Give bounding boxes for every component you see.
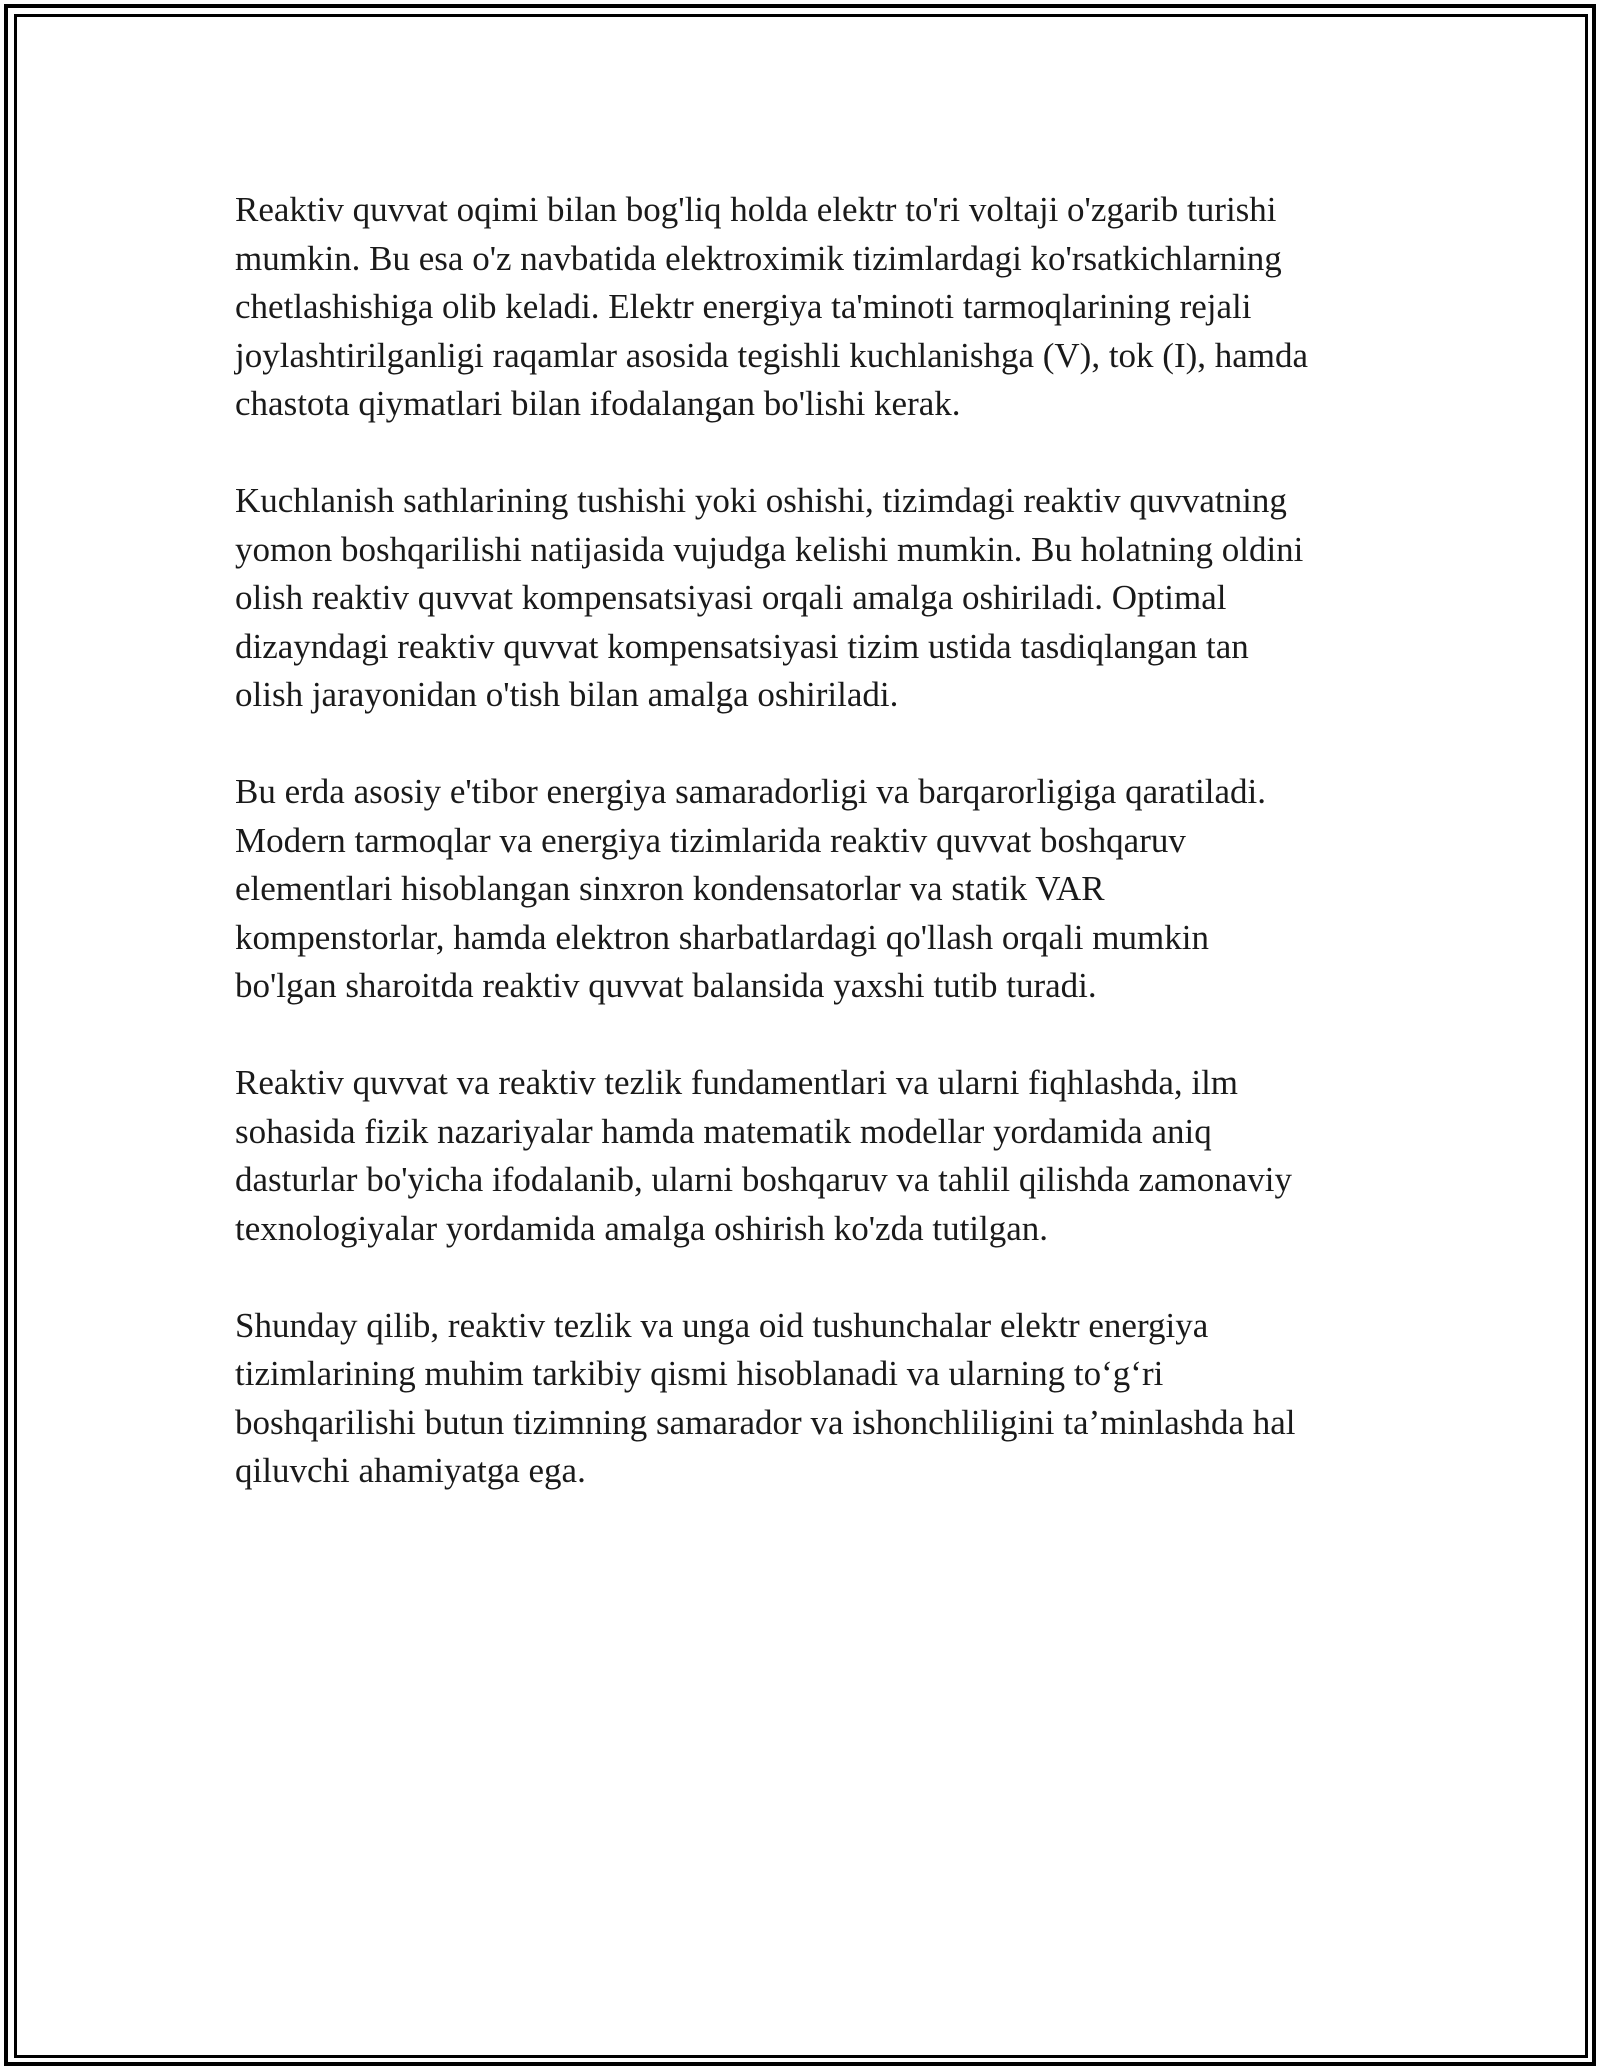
paragraph-1: Reaktiv quvvat oqimi bilan bog'liq holda elektr to'ri voltaji o'zgarib turishi mumkin. Bu esa o'z navbatida elektroximik tizimlardagi ko'rsatkichlarning chetlashishiga olib keladi. Elektr energiya ta'minoti tarmoqlarining rejali joylashtirilganligi raqamlar asosida tegishli kuchlanishga (V), tok (I), hamda chastota qiymatlari bilan ifodalangan bo'lishi kerak. — [235, 190, 1309, 423]
paragraph-5: Shunday qilib, reaktiv tezlik va unga oid tushunchalar elektr energiya tizimlarining muhim tarkibiy qismi hisoblanadi va ularning to‘g‘ri boshqarilishi butun tizimning samarador va ishonchliligini ta’minlashda hal qiluvchi ahamiyatga ega. — [235, 1305, 1296, 1490]
paragraph-2: Kuchlanish sathlarining tushishi yoki oshishi, tizimdagi reaktiv quvvatning yomon boshqarilishi natijasida vujudga kelishi mumkin. Bu holatning oldini olish reaktiv quvvat kompensatsiyasi orqali amalga oshiriladi. Optimal dizayndagi reaktiv quvvat kompensatsiyasi tizim ustida tasdiqlangan tan olish jarayonidan o'tish bilan amalga oshiriladi. — [235, 481, 1304, 714]
paragraph-3: Bu erda asosiy e'tibor energiya samaradorligi va barqarorligiga qaratiladi. Modern tarmoqlar va energiya tizimlarida reaktiv quvvat boshqaruv elementlari hisoblangan sinxron kondensatorlar va statik VAR kompenstorlar, hamda elektron sharbatlardagi qo'llash orqali mumkin bo'lgan sharoitda reaktiv quvvat balansida yaxshi tutib turadi. — [235, 772, 1266, 1005]
document-body — [235, 186, 1365, 1544]
paragraph-4: Reaktiv quvvat va reaktiv tezlik fundamentlari va ularni fiqhlashda, ilm sohasida fizik nazariyalar hamda matematik modellar yordamida aniq dasturlar bo'yicha ifodalanib, ularni boshqaruv va tahlil qilishda zamonaviy texnologiyalar yordamida amalga oshirish ko'zda tutilgan. — [235, 1063, 1292, 1248]
